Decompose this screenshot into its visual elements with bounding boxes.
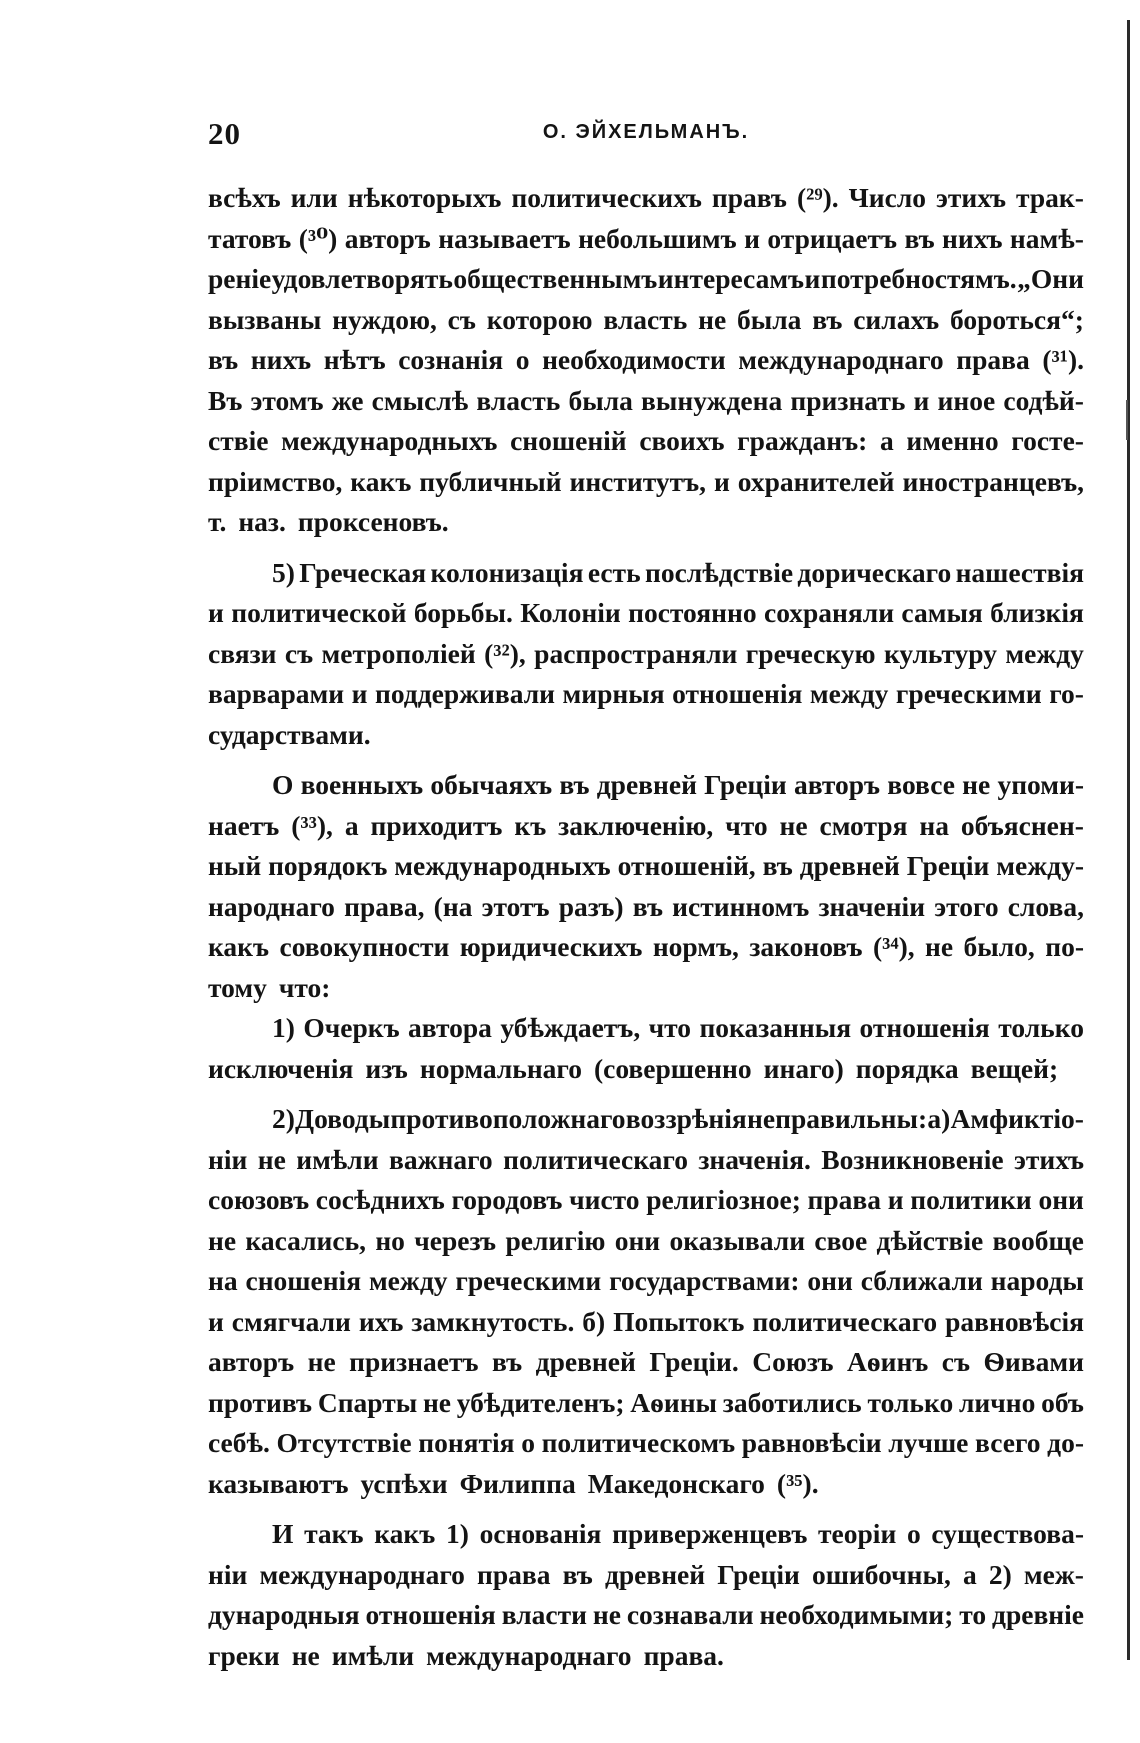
text-line: пріимство, какъ публичный институтъ, и охранителей иностранцевъ, [208, 465, 1084, 497]
scan-edge-mark [1126, 400, 1128, 440]
text-line: всѣхъ или нѣкоторыхъ политическихъ правъ (²⁹). Число этихъ трак- [208, 182, 1084, 213]
paragraph-gap [208, 755, 1084, 765]
page-header [208, 116, 1084, 152]
text-line: 1) Очеркъ автора убѣждаетъ, что показанныя отношенія только [272, 1012, 1084, 1043]
text-line: ніи не имѣли важнаго политическаго значенія. Возникновеніе этихъ [208, 1143, 1084, 1175]
text-line: себѣ. Отсутствіе понятія о политическомъ равновѣсіи лучше всего до- [208, 1427, 1084, 1458]
text-line: на сношенія между греческими государствами: они сближали народы [208, 1265, 1084, 1296]
paragraph-gap [208, 1504, 1084, 1514]
paragraph-gap [208, 1089, 1084, 1099]
text-line: и политической борьбы. Колоніи постоянно сохраняли самыя близкія [208, 597, 1084, 628]
text-line: 2) Доводы противоположнаго воззрѣнія неправильны: а) Амфиктіо- [272, 1103, 1084, 1134]
text-line: союзовъ сосѣднихъ городовъ чисто религіозное; права и политики они [208, 1184, 1084, 1215]
text-line: ствіе международныхъ сношеній своихъ гражданъ: а именно госте- [208, 425, 1084, 456]
text-line: т. наз. проксеновъ. [208, 506, 449, 537]
text-line: реніе удовлетворять общественнымъ интересамъ и потребностямъ. „Они [208, 263, 1084, 294]
text-line: О военныхъ обычаяхъ въ древней Греціи авторъ вовсе не упоми- [272, 769, 1084, 800]
text-line: Въ этомъ же смыслѣ власть была вынуждена признать и иное содѣй- [208, 384, 1084, 416]
paragraph-gap [208, 543, 1084, 553]
page-number: 20 [208, 116, 241, 151]
text-line: и смягчали ихъ замкнутость. б) Попытокъ политическаго равновѣсія [208, 1305, 1084, 1337]
text-line: дународныя отношенія власти не сознавали необходимыми; то древніе [208, 1599, 1084, 1630]
running-head: О. ЭЙХЕЛЬМАНЪ. [542, 121, 750, 143]
text-line: не касались, но черезъ религію они оказывали свое дѣйствіе вообще [208, 1224, 1084, 1256]
text-line: татовъ (³⁰) авторъ называетъ небольшимъ и отрицаетъ въ нихъ намѣ- [208, 222, 1084, 254]
text-line: варварами и поддерживали мирныя отношенія между греческими го- [208, 678, 1084, 709]
text-line: ный порядокъ международныхъ отношеній, въ древней Греціи между- [208, 850, 1084, 881]
text-line: авторъ не признаетъ въ древней Греціи. Союзъ Аѳинъ съ Ѳивами [208, 1346, 1084, 1377]
text-line: 5) Греческая колонизація есть послѣдствіе дорическаго нашествія [272, 556, 1084, 588]
text-line: И такъ какъ 1) основанія приверженцевъ теоріи о существова- [272, 1518, 1084, 1549]
text-line: связи съ метрополіей (³²), распространяли греческую культуру между [208, 637, 1084, 669]
text-line: въ нихъ нѣтъ сознанія о необходимости международнаго права (³¹). [208, 344, 1084, 375]
text-line: противъ Спарты не убѣдителенъ; Аѳины заботились только лично объ [208, 1386, 1084, 1418]
text-line: исключенія изъ нормальнаго (совершенно инаго) порядка вещей; [208, 1052, 1059, 1084]
text-line: какъ совокупности юридическихъ нормъ, законовъ (³⁴), не было, по- [208, 931, 1084, 962]
text-line: ніи международнаго права въ древней Греціи ошибочны, а 2) меж- [208, 1558, 1084, 1590]
scan-edge-line [1127, 20, 1130, 1660]
text-line: вызваны нуждою, съ которою власть не была въ силахъ бороться“; [208, 303, 1084, 335]
text-line: сударствами. [208, 718, 371, 750]
body-text [208, 178, 1084, 1676]
text-line: народнаго права, (на этотъ разъ) въ истинномъ значеніи этого слова, [208, 890, 1084, 922]
text-line: казываютъ успѣхи Филиппа Македонскаго (³⁵). [208, 1467, 819, 1499]
text-line: греки не имѣли международнаго права. [208, 1639, 724, 1671]
text-line: тому что: [208, 971, 331, 1003]
text-line: наетъ (³³), а приходитъ къ заключенію, что не смотря на объяснен- [208, 809, 1084, 841]
